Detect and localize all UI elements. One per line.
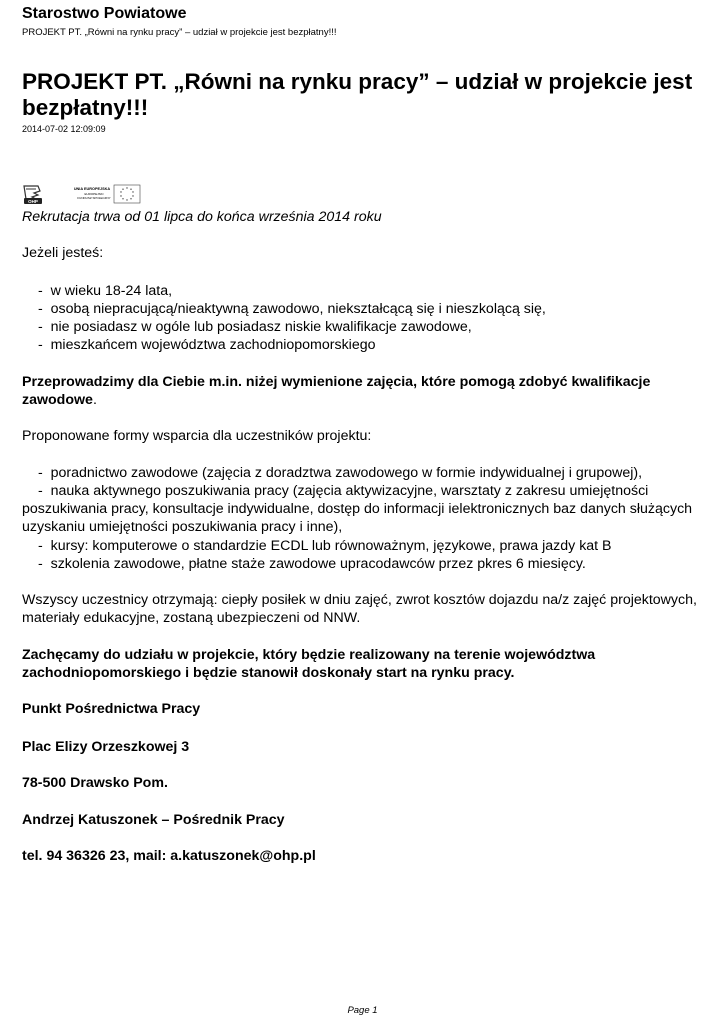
eu-logo-text bbox=[74, 187, 111, 200]
eu-text-line1: UNIA EUROPEJSKA bbox=[73, 187, 111, 191]
support-intro: Proponowane formy wsparcia dla uczestników projektu: bbox=[22, 428, 372, 445]
site-name: Starostwo Powiatowe bbox=[22, 5, 187, 22]
logos-strip bbox=[22, 183, 152, 207]
eu-text-line3: FUNDUSZ SPOŁECZNY bbox=[77, 196, 111, 200]
ohp-logo-text: OHP bbox=[28, 199, 38, 204]
eu-flag-icon bbox=[114, 185, 140, 203]
condition-item: - w wieku 18-24 lata, bbox=[38, 282, 173, 299]
encourage-paragraph: Zachęcamy do udziału w projekcie, który będzie realizowany na terenie województwa zachodniopomorskiego i będzie stanowił doskonały start na rynku pracy. bbox=[22, 646, 596, 681]
condition-item: - nie posiadasz w ogóle lub posiadasz niskie kwalifikacje zawodowe, bbox=[38, 319, 472, 336]
support-item: - kursy: komputerowe o standardzie ECDL lub równoważnym, językowe, prawa jazdy kat B bbox=[38, 537, 612, 554]
if-you-are-line bbox=[22, 244, 700, 263]
page-number: Page 1 bbox=[347, 1005, 378, 1016]
support-item: - poradnictwo zawodowe (zajęcia z doradztwa zawodowego w formie indywidualnej i grupowej), bbox=[38, 464, 643, 481]
offer-bold-text: Przeprowadzimy dla Ciebie m.in. niżej wymienione zajęcia, które pomogą zdobyć kwalifikacje zawodowe bbox=[22, 373, 651, 408]
contact-city: 78-500 Drawsko Pom. bbox=[22, 775, 168, 792]
ohp-logo bbox=[24, 186, 42, 204]
article-date: 2014-07-02 12:09:09 bbox=[22, 124, 106, 134]
condition-item: - osobą niepracującą/nieaktywną zawodowo, niekształcącą się i nieszkolącą się, bbox=[38, 300, 546, 317]
if-you-are-text: Jeżeli jesteś: bbox=[22, 245, 104, 262]
benefits-paragraph: Wszyscy uczestnicy otrzymają: ciepły posiłek w dniu zajęć, zwrot kosztów dojazdu na/z zajęć projektowych, materiały edukacyjne, zostaną ubezpieczeni od NNW. bbox=[22, 592, 697, 627]
article-body bbox=[22, 208, 700, 866]
eu-text-line2: EUROPEJSKI bbox=[84, 192, 104, 196]
contact-person: Andrzej Katuszonek – Pośrednik Pracy bbox=[22, 811, 285, 828]
contact-office: Punkt Pośrednictwa Pracy bbox=[22, 701, 201, 718]
support-item: - szkolenia zawodowe, płatne staże zawodowe upracodawców przez pkres 6 miesięcy. bbox=[38, 555, 586, 572]
contact-phone-mail: tel. 94 36326 23, mail: a.katuszonek@ohp.pl bbox=[22, 847, 316, 864]
offer-paragraph: Przeprowadzimy dla Ciebie m.in. niżej wymienione zajęcia, które pomogą zdobyć kwalifikacje zawodowe. bbox=[22, 373, 651, 408]
recruitment-info: Rekrutacja trwa od 01 lipca do końca września 2014 roku bbox=[22, 209, 382, 225]
article-title: PROJEKT PT. „Równi na rynku pracy” – udział w projekcie jest bezpłatny!!! bbox=[22, 69, 693, 120]
support-item: - nauka aktywnego poszukiwania pracy (zajęcia aktywizacyjne, warsztaty z zakresu umiejętności poszukiwania pracy, konsultacje indywidualne, dostęp do informacji ielektronicznych baz danych służących uzyskaniu umiejętności poszukiwania pracy i inne), bbox=[22, 482, 693, 536]
condition-item: - mieszkańcem województwa zachodniopomorskiego bbox=[38, 337, 376, 354]
header-subtitle: PROJEKT PT. „Równi na rynku pracy” – udział w projekcie jest bezpłatny!!! bbox=[22, 27, 337, 38]
contact-street: Plac Elizy Orzeszkowej 3 bbox=[22, 738, 190, 755]
